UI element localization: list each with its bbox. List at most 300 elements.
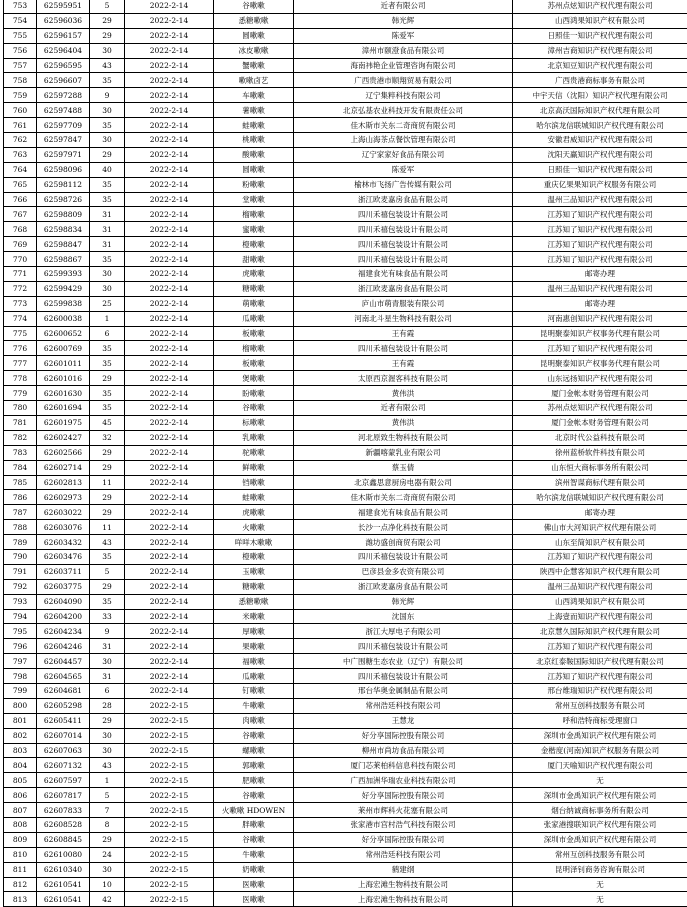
applicant-cell: 四川禾禧包装设计有限公司 — [294, 341, 513, 356]
date-cell: 2022-2-14 — [125, 564, 214, 579]
trademark-name-cell: 谷嗽嗽 — [214, 832, 294, 847]
class-cell: 35 — [90, 594, 125, 609]
date-cell: 2022-2-14 — [125, 13, 214, 28]
registration-number-cell: 62597971 — [37, 147, 90, 162]
trademark-name-cell: 奶嗽嗽 — [214, 862, 294, 877]
serial-number-cell: 793 — [4, 594, 37, 609]
applicant-cell: 广西加洲华瑞农业科技有限公司 — [294, 773, 513, 788]
trademark-name-cell: 圆嗽嗽 — [214, 28, 294, 43]
serial-number-cell: 804 — [4, 758, 37, 773]
trademark-name-cell: 橙嗽嗽 — [214, 549, 294, 564]
date-cell: 2022-2-15 — [125, 728, 214, 743]
table-row — [4, 0, 687, 13]
serial-number-cell: 805 — [4, 773, 37, 788]
agent-cell: 无 — [513, 877, 687, 892]
agent-cell: 厦门金帐本财务管理有限公司 — [513, 415, 687, 430]
trademark-name-cell: 乳嗽嗽 — [214, 430, 294, 445]
registration-number-cell: 62602973 — [37, 490, 90, 505]
agent-cell: 邮寄办理 — [513, 267, 687, 282]
serial-number-cell: 789 — [4, 535, 37, 550]
applicant-cell: 北京鑫思意厨房电器有限公司 — [294, 475, 513, 490]
table-row — [4, 892, 687, 907]
registration-number-cell: 62608528 — [37, 817, 90, 832]
class-cell: 31 — [90, 669, 125, 684]
registration-number-cell: 62610541 — [37, 877, 90, 892]
agent-cell: 昆明聚泰知识产权事务代理有限公司 — [513, 326, 687, 341]
date-cell: 2022-2-14 — [125, 624, 214, 639]
agent-cell: 山西鸿果知识产权有限公司 — [513, 13, 687, 28]
table-row — [4, 847, 687, 862]
registration-number-cell: 62596404 — [37, 43, 90, 58]
applicant-cell: 四川禾禧包装设计有限公司 — [294, 222, 513, 237]
class-cell: 43 — [90, 758, 125, 773]
date-cell: 2022-2-14 — [125, 0, 214, 13]
table-row — [4, 88, 687, 103]
registration-number-cell: 62601630 — [37, 386, 90, 401]
registration-number-cell: 62604457 — [37, 654, 90, 669]
class-cell: 24 — [90, 847, 125, 862]
trademark-name-cell: 板嗽嗽 — [214, 356, 294, 371]
serial-number-cell: 765 — [4, 177, 37, 192]
table-row — [4, 862, 687, 877]
date-cell: 2022-2-14 — [125, 237, 214, 252]
date-cell: 2022-2-14 — [125, 147, 214, 162]
trademark-name-cell: 糖嗽嗽 — [214, 579, 294, 594]
trademark-name-cell: 铛嗽嗽 — [214, 475, 294, 490]
table-row — [4, 579, 687, 594]
date-cell: 2022-2-15 — [125, 847, 214, 862]
serial-number-cell: 786 — [4, 490, 37, 505]
table-row — [4, 445, 687, 460]
serial-number-cell: 785 — [4, 475, 37, 490]
registration-number-cell: 62610541 — [37, 892, 90, 907]
registration-number-cell: 62596036 — [37, 13, 90, 28]
trademark-name-cell: 火嗽嗽 HDOWEN — [214, 803, 294, 818]
table-row — [4, 296, 687, 311]
serial-number-cell: 776 — [4, 341, 37, 356]
serial-number-cell: 773 — [4, 296, 37, 311]
registration-number-cell: 62603022 — [37, 505, 90, 520]
applicant-cell: 潍坊盛创商贸有限公司 — [294, 535, 513, 550]
registration-number-cell: 62596595 — [37, 58, 90, 73]
class-cell: 29 — [90, 28, 125, 43]
agent-cell: 江苏知了知识产权代理有限公司 — [513, 207, 687, 222]
table-row — [4, 401, 687, 416]
registration-number-cell: 62602714 — [37, 460, 90, 475]
registration-number-cell: 62604565 — [37, 669, 90, 684]
class-cell: 25 — [90, 296, 125, 311]
applicant-cell: 福建食光有味食品有限公司 — [294, 267, 513, 282]
applicant-cell: 佳木斯市关东二奇商贸有限公司 — [294, 118, 513, 133]
table-row — [4, 311, 687, 326]
class-cell: 29 — [90, 505, 125, 520]
serial-number-cell: 763 — [4, 147, 37, 162]
agent-cell: 苏州点炫知识产权代理有限公司 — [513, 401, 687, 416]
serial-number-cell: 790 — [4, 549, 37, 564]
trademark-name-cell: 蜜嗽嗽 — [214, 222, 294, 237]
serial-number-cell: 777 — [4, 356, 37, 371]
applicant-cell: 王慧龙 — [294, 713, 513, 728]
registration-number-cell: 62610340 — [37, 862, 90, 877]
trademark-name-cell: 谷嗽嗽 — [214, 728, 294, 743]
class-cell: 1 — [90, 311, 125, 326]
table-row — [4, 415, 687, 430]
agent-cell: 邮寄办理 — [513, 505, 687, 520]
serial-number-cell: 770 — [4, 252, 37, 267]
serial-number-cell: 784 — [4, 460, 37, 475]
agent-cell: 无 — [513, 892, 687, 907]
class-cell: 30 — [90, 267, 125, 282]
date-cell: 2022-2-14 — [125, 58, 214, 73]
class-cell: 9 — [90, 624, 125, 639]
date-cell: 2022-2-14 — [125, 520, 214, 535]
class-cell: 29 — [90, 490, 125, 505]
registration-number-cell: 62598809 — [37, 207, 90, 222]
serial-number-cell: 797 — [4, 654, 37, 669]
class-cell: 29 — [90, 13, 125, 28]
table-row — [4, 162, 687, 177]
applicant-cell: 北京弘基农业科技开发有限责任公司 — [294, 103, 513, 118]
trademark-name-cell: 橙嗽嗽 — [214, 237, 294, 252]
applicant-cell: 柳州市尚坊食品有限公司 — [294, 743, 513, 758]
applicant-cell: 上海山海茶点餐饮管理有限公司 — [294, 133, 513, 148]
serial-number-cell: 807 — [4, 803, 37, 818]
agent-cell: 烟台纳诚商标事务所有限公司 — [513, 803, 687, 818]
registration-number-cell: 62603476 — [37, 549, 90, 564]
agent-cell: 北京知豆知识产权代理有限公司 — [513, 58, 687, 73]
applicant-cell: 厦门芯莱柏科信息科技有限公司 — [294, 758, 513, 773]
serial-number-cell: 788 — [4, 520, 37, 535]
class-cell: 35 — [90, 549, 125, 564]
table-row — [4, 549, 687, 564]
date-cell: 2022-2-14 — [125, 683, 214, 698]
registration-number-cell: 62607817 — [37, 788, 90, 803]
date-cell: 2022-2-14 — [125, 281, 214, 296]
agent-cell: 温州三品知识产权代理有限公司 — [513, 579, 687, 594]
agent-cell: 北京高沃国际知识产权代理有限公司 — [513, 103, 687, 118]
table-row — [4, 832, 687, 847]
class-cell: 30 — [90, 654, 125, 669]
class-cell: 29 — [90, 445, 125, 460]
date-cell: 2022-2-14 — [125, 371, 214, 386]
table-row — [4, 147, 687, 162]
class-cell: 35 — [90, 73, 125, 88]
serial-number-cell: 774 — [4, 311, 37, 326]
date-cell: 2022-2-14 — [125, 88, 214, 103]
serial-number-cell: 813 — [4, 892, 37, 907]
table-row — [4, 535, 687, 550]
trademark-name-cell: 虎嗽嗽 — [214, 267, 294, 282]
applicant-cell: 陈爱军 — [294, 162, 513, 177]
serial-number-cell: 758 — [4, 73, 37, 88]
class-cell: 35 — [90, 177, 125, 192]
registration-number-cell: 62604090 — [37, 594, 90, 609]
agent-cell: 江苏知了知识产权代理有限公司 — [513, 669, 687, 684]
registration-number-cell: 62607063 — [37, 743, 90, 758]
serial-number-cell: 810 — [4, 847, 37, 862]
table-row — [4, 281, 687, 296]
trademark-name-cell: 薯嗽嗽 — [214, 103, 294, 118]
table-row — [4, 13, 687, 28]
class-cell: 28 — [90, 698, 125, 713]
trademark-name-cell: 钉嗽嗽 — [214, 683, 294, 698]
agent-cell: 江苏知了知识产权代理有限公司 — [513, 222, 687, 237]
serial-number-cell: 806 — [4, 788, 37, 803]
trademark-name-cell: 堂嗽嗽 — [214, 192, 294, 207]
agent-cell: 温州三品知识产权代理有限公司 — [513, 192, 687, 207]
agent-cell: 江苏知了知识产权代理有限公司 — [513, 549, 687, 564]
trademark-name-cell: 蛙嗽嗽 — [214, 118, 294, 133]
table-row — [4, 877, 687, 892]
date-cell: 2022-2-14 — [125, 43, 214, 58]
registration-number-cell: 62598834 — [37, 222, 90, 237]
serial-number-cell: 803 — [4, 743, 37, 758]
serial-number-cell: 802 — [4, 728, 37, 743]
trademark-name-cell: 悉糖嗽嗽 — [214, 594, 294, 609]
class-cell: 30 — [90, 743, 125, 758]
applicant-cell: 近者有限公司 — [294, 401, 513, 416]
agent-cell: 哈尔滨龙信联城知识产权代理有限公司 — [513, 490, 687, 505]
registration-number-cell: 62607833 — [37, 803, 90, 818]
table-row — [4, 743, 687, 758]
registration-number-cell: 62597709 — [37, 118, 90, 133]
date-cell: 2022-2-14 — [125, 535, 214, 550]
agent-cell: 厦门天喻知识产权代理有限公司 — [513, 758, 687, 773]
registration-number-cell: 62600769 — [37, 341, 90, 356]
applicant-cell: 四川禾禧包装设计有限公司 — [294, 639, 513, 654]
class-cell: 43 — [90, 535, 125, 550]
table-row — [4, 639, 687, 654]
serial-number-cell: 767 — [4, 207, 37, 222]
applicant-cell: 巴彦县金多农资有限公司 — [294, 564, 513, 579]
table-row — [4, 773, 687, 788]
date-cell: 2022-2-14 — [125, 445, 214, 460]
trademark-name-cell: 嗽嗽卤艺 — [214, 73, 294, 88]
table-row — [4, 28, 687, 43]
date-cell: 2022-2-14 — [125, 311, 214, 326]
registration-number-cell: 62603775 — [37, 579, 90, 594]
date-cell: 2022-2-14 — [125, 505, 214, 520]
table-row — [4, 386, 687, 401]
registration-number-cell: 62597847 — [37, 133, 90, 148]
applicant-cell: 韩光辉 — [294, 594, 513, 609]
applicant-cell: 浙江欧麦嘉房食品有限公司 — [294, 281, 513, 296]
date-cell: 2022-2-15 — [125, 743, 214, 758]
serial-number-cell: 799 — [4, 683, 37, 698]
trademark-name-cell: 医嗽嗽 — [214, 892, 294, 907]
class-cell: 1 — [90, 773, 125, 788]
agent-cell: 深圳市金禹知识产权代理有限公司 — [513, 832, 687, 847]
table-row — [4, 669, 687, 684]
trademark-name-cell: 咩咩木嗽嗽 — [214, 535, 294, 550]
serial-number-cell: 754 — [4, 13, 37, 28]
class-cell: 5 — [90, 0, 125, 13]
class-cell: 29 — [90, 579, 125, 594]
date-cell: 2022-2-14 — [125, 386, 214, 401]
serial-number-cell: 812 — [4, 877, 37, 892]
applicant-cell: 王有霞 — [294, 356, 513, 371]
registration-number-cell: 62607597 — [37, 773, 90, 788]
applicant-cell: 漳州市颐澄食品有限公司 — [294, 43, 513, 58]
applicant-cell: 邢台华奥金属制品有限公司 — [294, 683, 513, 698]
applicant-cell: 陈爱军 — [294, 28, 513, 43]
date-cell: 2022-2-14 — [125, 28, 214, 43]
class-cell: 5 — [90, 564, 125, 579]
serial-number-cell: 796 — [4, 639, 37, 654]
class-cell: 31 — [90, 639, 125, 654]
registration-number-cell: 62601011 — [37, 356, 90, 371]
class-cell: 6 — [90, 326, 125, 341]
table-row — [4, 788, 687, 803]
trademark-name-cell: 桃嗽嗽 — [214, 133, 294, 148]
trademark-name-cell: 牛嗽嗽 — [214, 698, 294, 713]
trademark-name-cell: 圆嗽嗽 — [214, 162, 294, 177]
serial-number-cell: 794 — [4, 609, 37, 624]
serial-number-cell: 766 — [4, 192, 37, 207]
date-cell: 2022-2-14 — [125, 460, 214, 475]
agent-cell: 漳州吉商知识产权代理有限公司 — [513, 43, 687, 58]
applicant-cell: 好分享国际控股有限公司 — [294, 728, 513, 743]
class-cell: 33 — [90, 609, 125, 624]
serial-number-cell: 756 — [4, 43, 37, 58]
registration-number-cell: 62598112 — [37, 177, 90, 192]
table-row — [4, 341, 687, 356]
agent-cell: 河南惠创知识产权代理有限公司 — [513, 311, 687, 326]
agent-cell: 佛山市大河知识产权代理有限公司 — [513, 520, 687, 535]
agent-cell: 常州互创科技服务有限公司 — [513, 698, 687, 713]
table-row — [4, 118, 687, 133]
registration-number-cell: 62597288 — [37, 88, 90, 103]
class-cell: 6 — [90, 683, 125, 698]
applicant-cell: 浙江欧麦嘉房食品有限公司 — [294, 579, 513, 594]
agent-cell: 山东远扬知识产权代理有限公司 — [513, 371, 687, 386]
trademark-name-cell: 萌嗽嗽 — [214, 296, 294, 311]
registration-number-cell: 62605411 — [37, 713, 90, 728]
registration-number-cell: 62598867 — [37, 252, 90, 267]
applicant-cell: 常州浩廷科技有限公司 — [294, 847, 513, 862]
table-row — [4, 803, 687, 818]
date-cell: 2022-2-15 — [125, 698, 214, 713]
date-cell: 2022-2-15 — [125, 877, 214, 892]
agent-cell: 广西贵港商标事务有限公司 — [513, 73, 687, 88]
registration-number-cell: 62607014 — [37, 728, 90, 743]
applicant-cell: 福建食光有味食品有限公司 — [294, 505, 513, 520]
date-cell: 2022-2-14 — [125, 401, 214, 416]
serial-number-cell: 782 — [4, 430, 37, 445]
applicant-cell: 榆林市飞扬广告传媒有限公司 — [294, 177, 513, 192]
class-cell: 35 — [90, 192, 125, 207]
trademark-name-cell: 谷嗽嗽 — [214, 401, 294, 416]
serial-number-cell: 783 — [4, 445, 37, 460]
agent-cell: 常州互创科技服务有限公司 — [513, 847, 687, 862]
date-cell: 2022-2-14 — [125, 654, 214, 669]
trademark-name-cell: 郭嗽嗽 — [214, 758, 294, 773]
trademark-name-cell: 厚嗽嗽 — [214, 624, 294, 639]
date-cell: 2022-2-14 — [125, 341, 214, 356]
date-cell: 2022-2-14 — [125, 356, 214, 371]
table-row — [4, 58, 687, 73]
class-cell: 42 — [90, 892, 125, 907]
applicant-cell: 好分享国际控股有限公司 — [294, 832, 513, 847]
class-cell: 30 — [90, 281, 125, 296]
agent-cell: 昆明聚泰知识产权事务代理有限公司 — [513, 356, 687, 371]
registration-number-cell: 62598096 — [37, 162, 90, 177]
date-cell: 2022-2-15 — [125, 832, 214, 847]
applicant-cell: 鹤建纲 — [294, 862, 513, 877]
date-cell: 2022-2-14 — [125, 192, 214, 207]
serial-number-cell: 764 — [4, 162, 37, 177]
date-cell: 2022-2-14 — [125, 490, 214, 505]
serial-number-cell: 761 — [4, 118, 37, 133]
trademark-name-cell: 果嗽嗽 — [214, 639, 294, 654]
trademark-name-cell: 福嗽嗽 — [214, 654, 294, 669]
applicant-cell: 河南北斗星生物科技有限公司 — [294, 311, 513, 326]
serial-number-cell: 809 — [4, 832, 37, 847]
date-cell: 2022-2-15 — [125, 862, 214, 877]
registration-number-cell: 62602813 — [37, 475, 90, 490]
class-cell: 30 — [90, 133, 125, 148]
agent-cell: 山西鸿果知识产权有限公司 — [513, 594, 687, 609]
applicant-cell: 韩光辉 — [294, 13, 513, 28]
date-cell: 2022-2-15 — [125, 817, 214, 832]
table-row — [4, 475, 687, 490]
date-cell: 2022-2-14 — [125, 267, 214, 282]
registration-number-cell: 62605298 — [37, 698, 90, 713]
registration-number-cell: 62603432 — [37, 535, 90, 550]
applicant-cell: 好分享国际控股有限公司 — [294, 788, 513, 803]
class-cell: 31 — [90, 207, 125, 222]
applicant-cell: 莱州市辉科火花塞有限公司 — [294, 803, 513, 818]
trademark-name-cell: 标嗽嗽 — [214, 415, 294, 430]
class-cell: 29 — [90, 713, 125, 728]
agent-cell: 昆明泽钊商务咨询有限公司 — [513, 862, 687, 877]
applicant-cell: 太原西京渥客科技有限公司 — [294, 371, 513, 386]
date-cell: 2022-2-15 — [125, 773, 214, 788]
serial-number-cell: 762 — [4, 133, 37, 148]
table-row — [4, 490, 687, 505]
trademark-name-cell: 驼嗽嗽 — [214, 445, 294, 460]
trademark-name-cell: 胖嗽嗽 — [214, 817, 294, 832]
applicant-cell: 辽宁集粹科技有限公司 — [294, 88, 513, 103]
date-cell: 2022-2-14 — [125, 549, 214, 564]
class-cell: 35 — [90, 118, 125, 133]
table-row — [4, 654, 687, 669]
table-row — [4, 73, 687, 88]
date-cell: 2022-2-14 — [125, 73, 214, 88]
registration-number-cell: 62596607 — [37, 73, 90, 88]
trademark-name-cell: 谷嗽嗽 — [214, 788, 294, 803]
table-row — [4, 460, 687, 475]
trademark-name-cell: 肥嗽嗽 — [214, 773, 294, 788]
registration-number-cell: 62599393 — [37, 267, 90, 282]
table-row — [4, 728, 687, 743]
class-cell: 43 — [90, 58, 125, 73]
applicant-cell: 四川禾禧包装设计有限公司 — [294, 237, 513, 252]
applicant-cell: 常州浩廷科技有限公司 — [294, 698, 513, 713]
agent-cell: 日照佳一知识产权代理有限公司 — [513, 162, 687, 177]
class-cell: 40 — [90, 162, 125, 177]
serial-number-cell: 801 — [4, 713, 37, 728]
date-cell: 2022-2-14 — [125, 296, 214, 311]
agent-cell: 邢台维瑞知识产权代理有限公司 — [513, 683, 687, 698]
agent-cell: 山东恒大商标事务所有限公司 — [513, 460, 687, 475]
trademark-name-cell: 米嗽嗽 — [214, 609, 294, 624]
agent-cell: 滨州智谋商标代理有限公司 — [513, 475, 687, 490]
class-cell: 29 — [90, 147, 125, 162]
trademark-name-cell: 医嗽嗽 — [214, 877, 294, 892]
registration-number-cell: 62604234 — [37, 624, 90, 639]
table-row — [4, 207, 687, 222]
